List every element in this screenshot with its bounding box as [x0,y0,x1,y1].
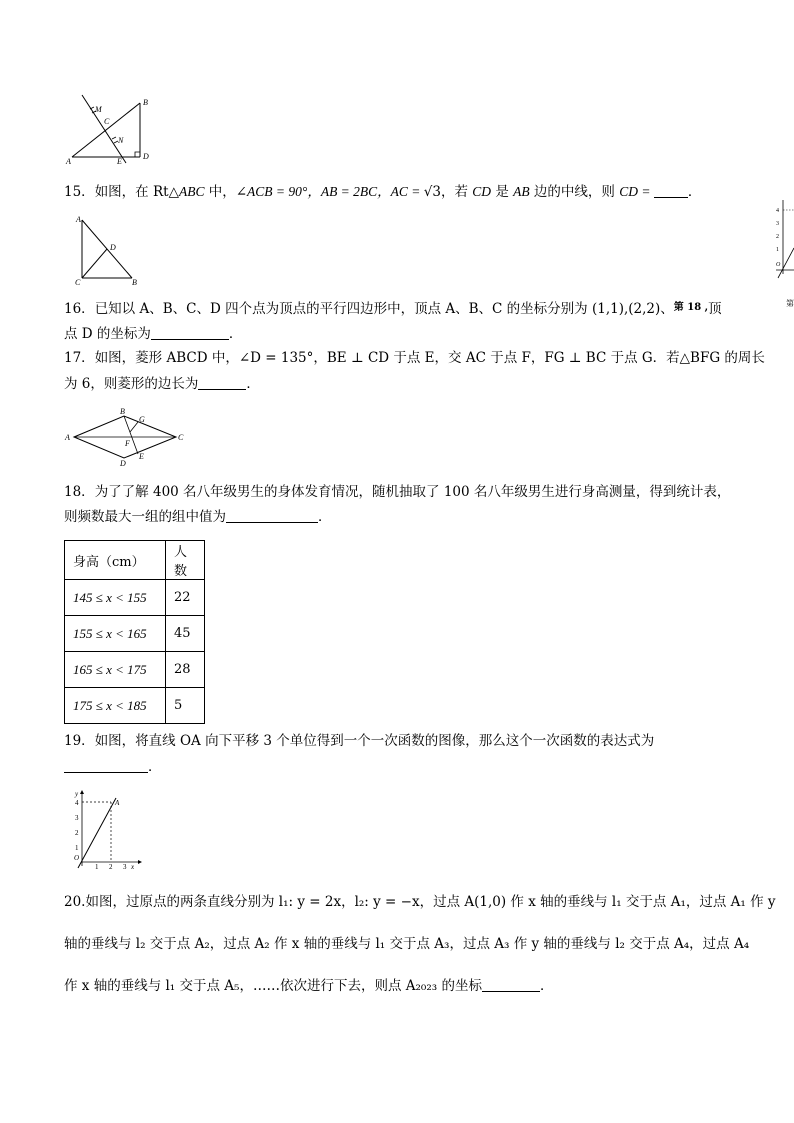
side-label-o: O [776,262,781,268]
fig15-label-b: B [132,278,137,287]
problem-19-line2: ． [64,757,162,777]
problem-19-line1: 19．如图，将直线 OA 向下平移 3 个单位得到一个一次函数的图像，那么这个一次函数的表达式为 [64,733,655,749]
fig17-label-a: A [65,433,70,442]
height-table [64,540,205,724]
table-header-height: 身高（cm） [65,541,166,580]
table-cell-count: 5 [166,688,205,724]
problem-20-line3: 作 x 轴的垂线与 l₁ 交于点 A₅，……依次进行下去，则点 A₂₀₂₃ 的坐标 ． [64,978,554,994]
answer-blank-15[interactable] [654,183,688,198]
answer-blank-17[interactable] [198,375,246,390]
problem-20-line2: 轴的垂线与 l₂ 交于点 A₂，过点 A₂ 作 x 轴的垂线与 l₁ 交于点 A₃，过点 A₃ 作 y 轴的垂线与 l₂ 交于点 A₄，过点 A₄ [64,936,750,952]
fig19-ytick-1: 1 [75,844,79,852]
side-label-2: 2 [776,234,779,240]
side-graph-fragment [774,198,794,338]
fig19-ytick-2: 2 [75,829,79,837]
fig14-label-b: B [143,98,148,107]
fig15-label-a: A [76,215,81,224]
side-caption-fragment: 第 [786,299,794,308]
clipped-overlay-text: 第 18 , [673,302,709,313]
problem-16-line2: 点 D 的坐标为 ． [64,326,243,342]
fig14-label-d: C [104,117,110,126]
answer-blank-16[interactable] [151,325,229,340]
fig14-label-m: M [95,105,102,114]
answer-blank-20[interactable] [482,977,540,992]
fig17-label-g: G [139,415,145,424]
problem-18-line2: 则频数最大一组的组中值为 ． [64,509,332,525]
fig19-ytick-3: 3 [75,814,79,822]
fig17-label-c: C [178,433,184,442]
fig19-axis-y: y [75,790,79,798]
fig14-label-c: D [143,152,149,161]
fig17-label-d: D [120,459,126,468]
table-cell-count: 28 [166,652,205,688]
table-cell-count: 45 [166,616,205,652]
fig14-label-n: N [118,136,124,145]
figure-19-graph [68,788,144,870]
fig17-label-b: B [120,407,125,416]
table-cell-count: 22 [166,580,205,616]
table-row [65,580,205,616]
fig19-xtick-3: 3 [123,863,127,870]
fig14-label-a: A [66,157,71,165]
fig19-axis-x: x [131,863,135,870]
figure-17-rhombus [62,404,188,470]
problem-17-line2: 为 6，则菱形的边长为 ． [64,376,260,392]
table-cell-range: 145 ≤ x < 155 [65,580,166,616]
problem-15: 15．如图，在 Rt△ABC 中，∠ACB = 90°，AB = 2BC，AC = √3，若 CD 是 AB 边的中线，则 CD = ． [64,184,702,200]
figure-14-triangle [62,93,158,165]
table-cell-range: 155 ≤ x < 165 [65,616,166,652]
fig17-label-f: F [125,439,130,448]
side-label-1: 1 [776,247,779,253]
answer-blank-19[interactable] [64,758,148,773]
fig15-label-c: C [75,278,81,287]
answer-blank-18[interactable] [226,508,318,523]
side-label-4: 4 [776,208,779,214]
table-header-row [65,541,205,580]
fig19-ytick-4: 4 [75,799,79,807]
figure-15-triangle [70,212,148,288]
fig19-xtick-2: 2 [109,863,113,870]
table-cell-range: 165 ≤ x < 175 [65,652,166,688]
fig19-label-a: A [115,799,120,807]
fig14-label-e: E [117,157,122,165]
fig19-origin: O [74,854,80,862]
side-label-3: 3 [776,221,779,227]
table-header-count: 人数 [166,541,205,580]
fig19-xtick-1: 1 [95,863,99,870]
table-row [65,688,205,724]
problem-16-line1: 16．已知以 A、B、C、D 四个点为顶点的平行四边形中，顶点 A、B、C 的坐标分别为 (1,1),(2,2)、$^{第 18 ,}$顶 [64,301,722,317]
table-row [65,652,205,688]
problem-17-line1: 17．如图，菱形 ABCD 中，∠D = 135°，BE ⊥ CD 于点 E，交 AC 于点 F，FG ⊥ BC 于点 G．若△BFG 的周长 [64,350,765,366]
fig15-label-d: D [110,243,116,252]
problem-18-line1: 18．为了了解 400 名八年级男生的身体发育情况，随机抽取了 100 名八年级男生进行身高测量，得到统计表， [64,484,731,500]
table-cell-range: 175 ≤ x < 185 [65,688,166,724]
table-row [65,616,205,652]
fig17-label-e: E [139,452,144,461]
problem-20-line1: 20.如图，过原点的两条直线分别为 l₁: y = 2x，l₂: y = −x，过点 A(1,0) 作 x 轴的垂线与 l₁ 交于点 A₁，过点 A₁ 作 y [64,894,776,910]
